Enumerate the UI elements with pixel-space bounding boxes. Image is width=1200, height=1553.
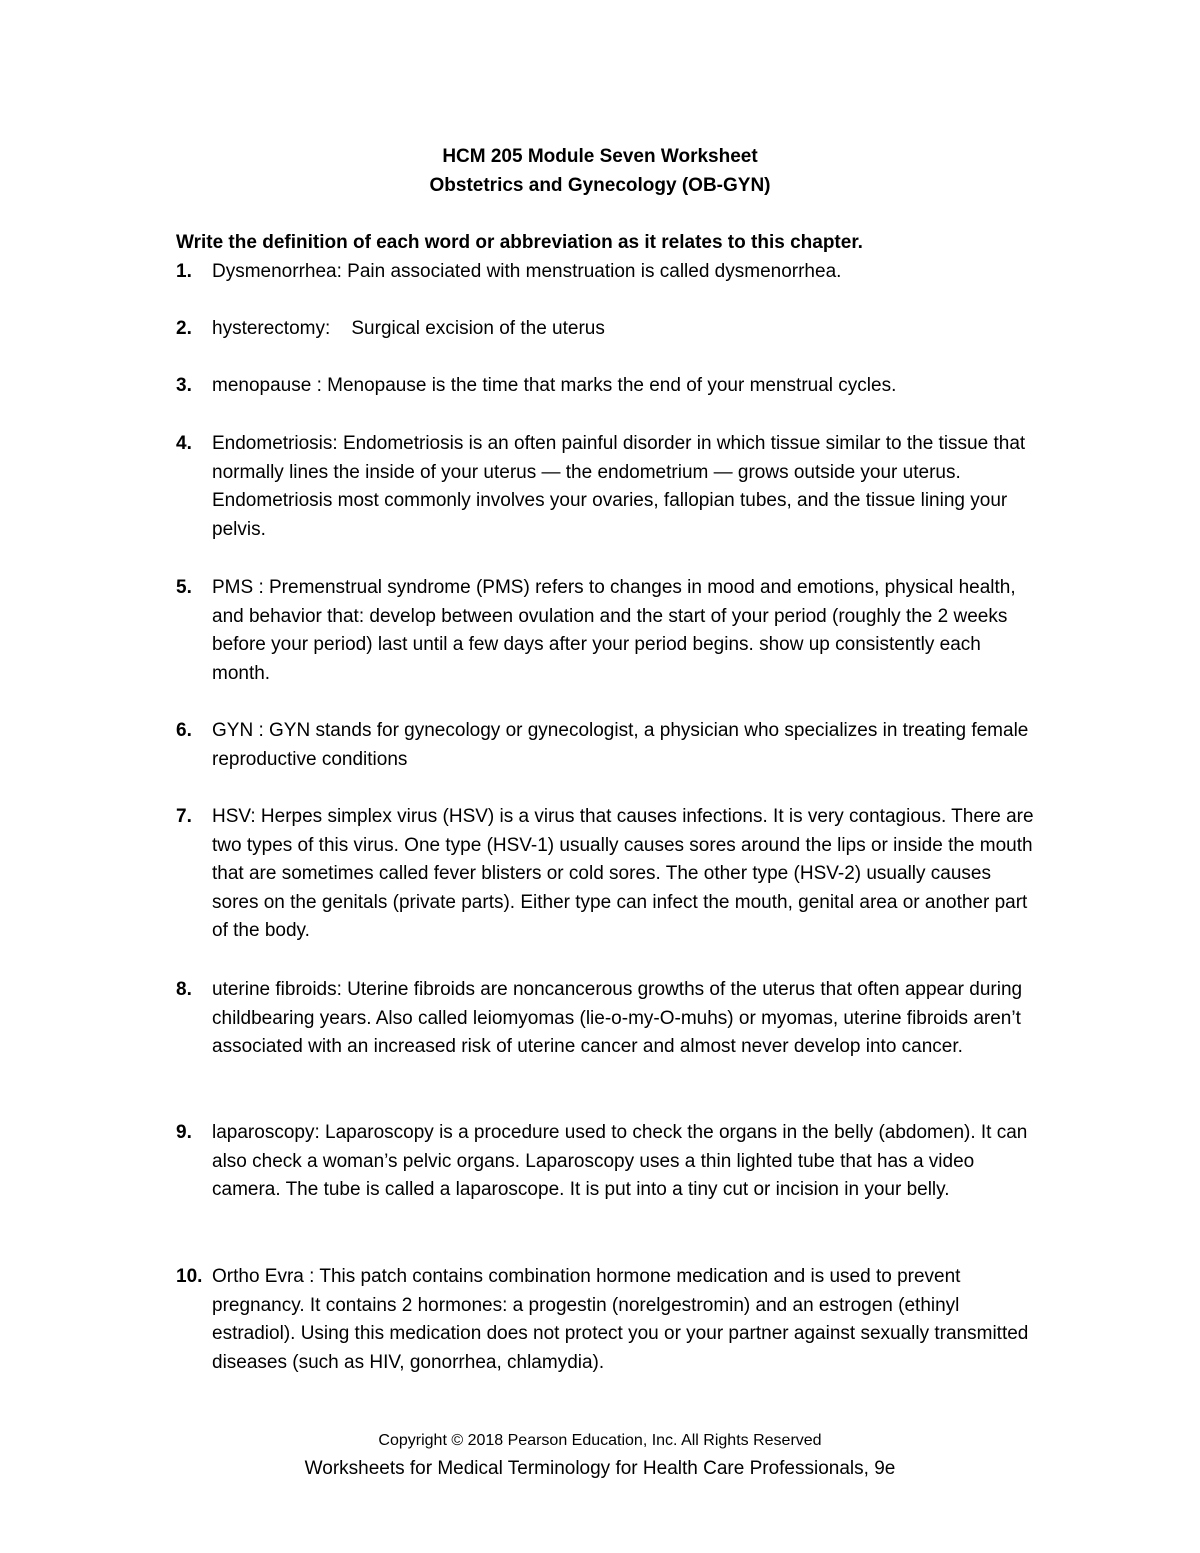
list-item-6 xyxy=(176,717,1036,774)
item-number: 4. xyxy=(176,433,192,454)
item-number: 1. xyxy=(176,261,192,282)
item-number: 5. xyxy=(176,577,192,598)
item-definition: Dysmenorrhea: Pain associated with menstruation is called dysmenorrhea. xyxy=(212,261,842,282)
item-number: 3. xyxy=(176,375,192,396)
item-definition: Endometriosis: Endometriosis is an often painful disorder in which tissue similar to the tissue that normally lines the inside of your uterus — the endometrium — grows outside your uterus. Endometriosis most commonly involves your ovaries, fallopian tubes, and the tissue lining your pelvis. xyxy=(212,433,1026,540)
page-title: HCM 205 Module Seven Worksheet xyxy=(442,146,758,167)
item-number: 6. xyxy=(176,720,192,741)
list-item-4 xyxy=(176,430,1036,544)
list-item-8 xyxy=(176,976,1036,1062)
item-definition: laparoscopy: Laparoscopy is a procedure used to check the organs in the belly (abdomen). It can also check a woman’s pelvic organs. Laparoscopy uses a thin lighted tube that has a video camera. The tube is called a laparoscope. It is put into a tiny cut or incision in your belly. xyxy=(212,1122,1028,1201)
item-definition: PMS : Premenstrual syndrome (PMS) refers to changes in mood and emotions, physical health, and behavior that: develop between ovulation and the start of your period (roughly the 2 weeks before your period) last until a few days after your period begins. show up consistently each month. xyxy=(212,577,1016,684)
copyright-notice: Copyright © 2018 Pearson Education, Inc. All Rights Reserved xyxy=(378,1432,822,1449)
item-number: 8. xyxy=(176,979,192,1000)
item-definition: HSV: Herpes simplex virus (HSV) is a virus that causes infections. It is very contagious. There are two types of this virus. One type (HSV-1) usually causes sores around the lips or inside the mouth that are sometimes called fever blisters or cold sores. The other type (HSV-2) usually causes sores on the genitals (private parts). Either type can infect the mouth, genital area or another part of the body. xyxy=(212,806,1034,942)
list-item-5 xyxy=(176,574,1036,688)
item-number: 10. xyxy=(176,1266,203,1287)
item-number: 9. xyxy=(176,1122,192,1143)
list-item-7 xyxy=(176,803,1036,946)
item-number: 2. xyxy=(176,318,192,339)
book-title-footer: Worksheets for Medical Terminology for Health Care Professionals, 9e xyxy=(304,1458,896,1479)
list-item-1 xyxy=(176,258,1036,287)
page-subtitle: Obstetrics and Gynecology (OB-GYN) xyxy=(429,175,771,196)
instruction-text: Write the definition of each word or abbreviation as it relates to this chapter. xyxy=(176,232,863,253)
list-item-9 xyxy=(176,1119,1036,1205)
list-item-3 xyxy=(176,372,1036,401)
list-item-10 xyxy=(176,1263,1036,1377)
item-number: 7. xyxy=(176,806,192,827)
list-item-2 xyxy=(176,315,1036,344)
item-definition: menopause : Menopause is the time that marks the end of your menstrual cycles. xyxy=(212,375,897,396)
item-definition: GYN : GYN stands for gynecology or gynecologist, a physician who specializes in treating female reproductive conditions xyxy=(212,720,1029,770)
item-definition: Ortho Evra : This patch contains combination hormone medication and is used to prevent pregnancy. It contains 2 hormones: a progestin (norelgestromin) and an estrogen (ethinyl estradiol). Using this medication does not protect you or your partner against sexually transmitted diseases (such as HIV, gonorrhea, chlamydia). xyxy=(212,1266,1029,1373)
item-definition: uterine fibroids: Uterine fibroids are noncancerous growths of the uterus that often appear during childbearing years. Also called leiomyomas (lie-o-my-O-muhs) or myomas, uterine fibroids aren’t associated with an increased risk of uterine cancer and almost never develop into cancer. xyxy=(212,979,1023,1058)
item-definition: hysterectomy: Surgical excision of the uterus xyxy=(212,318,605,339)
